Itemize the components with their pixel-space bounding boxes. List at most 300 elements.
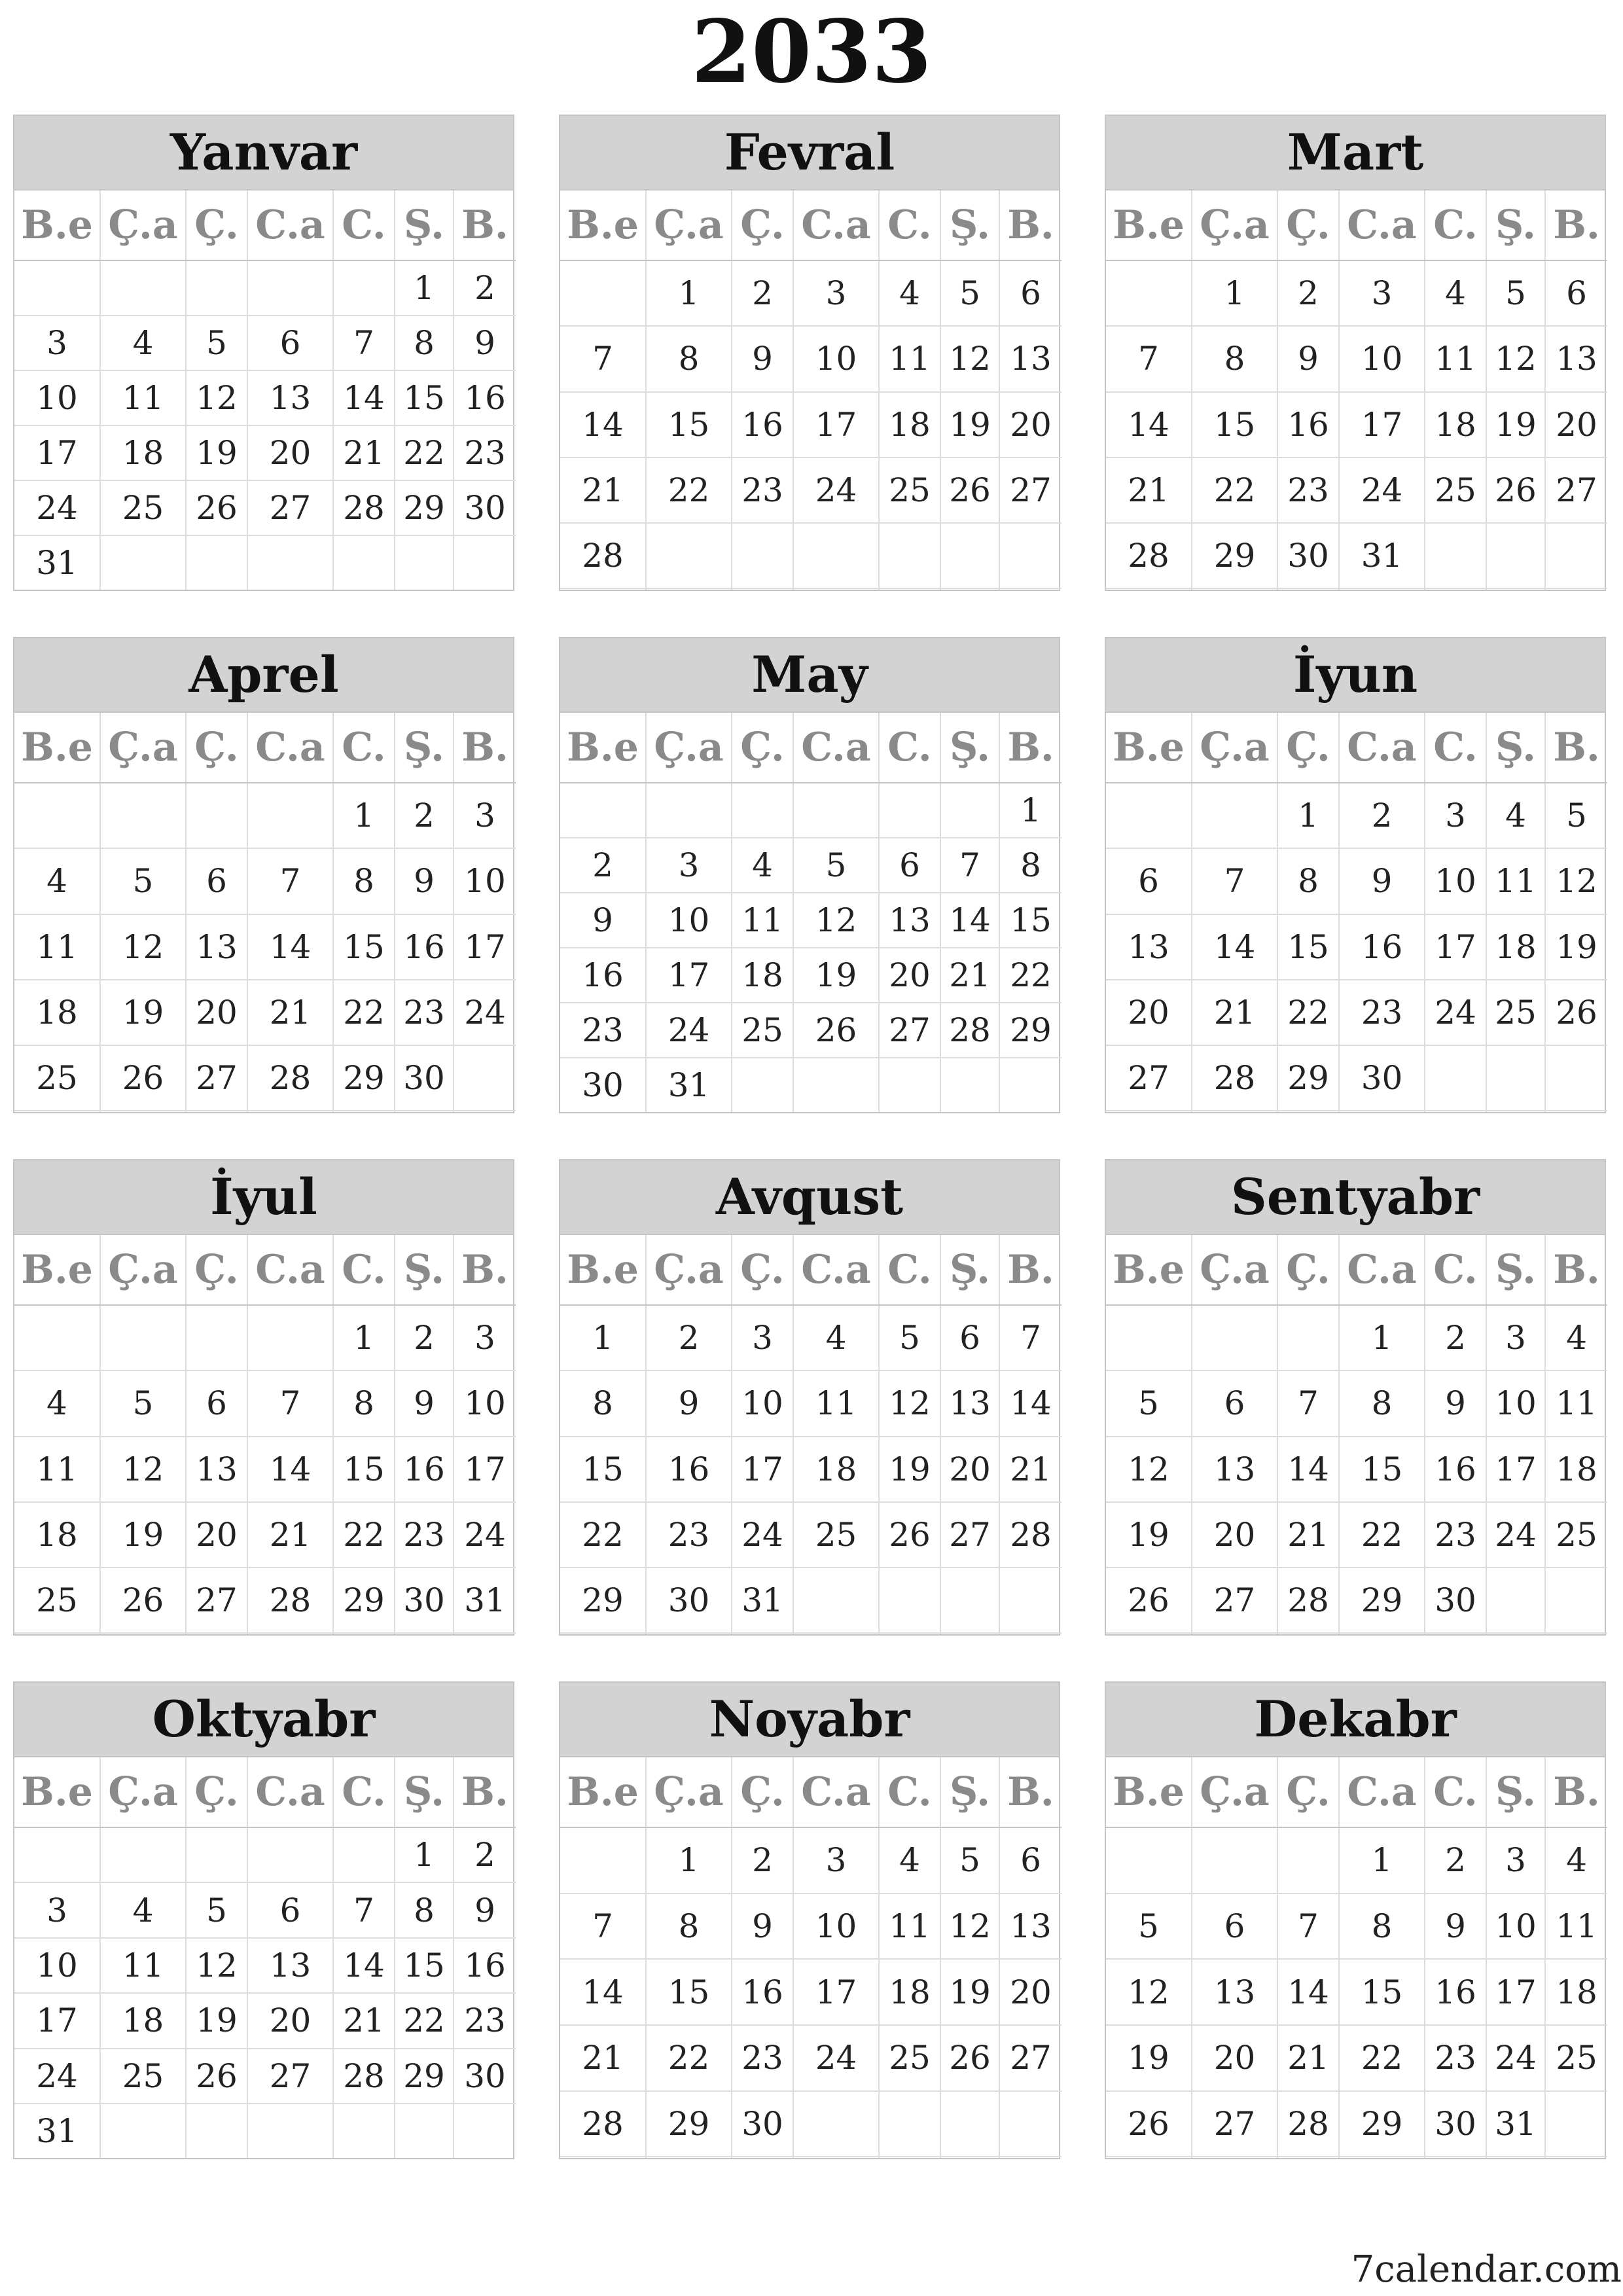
day-cell xyxy=(1339,2157,1425,2158)
day-cell xyxy=(793,1633,879,1634)
day-cell: 27 xyxy=(186,1045,247,1111)
week-row xyxy=(1106,457,1607,523)
day-cell xyxy=(1277,2157,1339,2158)
day-cell: 17 xyxy=(454,914,516,980)
day-cell: 22 xyxy=(395,425,454,480)
day-cell: 25 xyxy=(100,480,186,535)
day-cell: 19 xyxy=(879,1437,940,1502)
week-row xyxy=(560,838,1061,893)
day-cell: 11 xyxy=(793,1371,879,1436)
day-cell xyxy=(879,1058,940,1112)
day-cell: 8 xyxy=(1192,326,1277,391)
week-row xyxy=(14,1437,516,1502)
day-cell: 8 xyxy=(333,848,395,914)
day-cell: 26 xyxy=(940,2025,999,2091)
day-cell: 30 xyxy=(732,2091,793,2157)
day-cell xyxy=(999,1058,1061,1112)
day-cell: 28 xyxy=(333,480,395,535)
day-cell: 27 xyxy=(1192,2091,1277,2157)
day-cell: 3 xyxy=(14,315,100,370)
day-cell: 28 xyxy=(247,1045,333,1111)
weekday-label: Ş. xyxy=(395,1235,454,1305)
day-cell xyxy=(1106,1827,1192,1893)
day-cell: 4 xyxy=(100,1882,186,1937)
day-cell xyxy=(1106,588,1192,590)
day-cell: 15 xyxy=(1277,914,1339,980)
weekday-label: C.a xyxy=(793,713,879,783)
week-row xyxy=(14,1371,516,1436)
weekday-label: Ş. xyxy=(940,1757,999,1827)
day-cell xyxy=(454,1633,516,1634)
day-cell: 27 xyxy=(247,480,333,535)
day-cell: 4 xyxy=(879,260,940,326)
month-block xyxy=(1105,1681,1606,2159)
day-cell xyxy=(1486,2157,1545,2158)
week-row xyxy=(1106,326,1607,391)
day-cell: 22 xyxy=(1339,1502,1425,1568)
day-cell xyxy=(186,2104,247,2158)
day-cell: 6 xyxy=(186,848,247,914)
weekday-label: B.e xyxy=(560,1235,646,1305)
weekday-label: Ç. xyxy=(186,1757,247,1827)
day-cell: 25 xyxy=(100,2049,186,2104)
day-cell xyxy=(395,535,454,590)
day-cell: 10 xyxy=(14,370,100,425)
month-name: Noyabr xyxy=(560,1683,1059,1757)
day-cell xyxy=(732,783,793,838)
day-cell: 26 xyxy=(793,1003,879,1058)
day-cell: 10 xyxy=(793,1893,879,1960)
day-cell xyxy=(940,1568,999,1633)
day-cell xyxy=(560,2157,646,2158)
day-cell: 14 xyxy=(333,370,395,425)
weekday-label: Ç.a xyxy=(646,713,732,783)
day-cell: 25 xyxy=(732,1003,793,1058)
day-cell: 11 xyxy=(732,893,793,948)
day-cell: 28 xyxy=(1277,1568,1339,1633)
day-cell: 5 xyxy=(186,1882,247,1937)
week-row xyxy=(14,1633,516,1634)
week-row xyxy=(560,783,1061,838)
day-cell xyxy=(333,1633,395,1634)
day-cell xyxy=(940,2157,999,2158)
week-row xyxy=(14,914,516,980)
weekday-label: Ş. xyxy=(1486,190,1545,260)
day-cell: 3 xyxy=(454,1305,516,1371)
week-row xyxy=(1106,1111,1607,1112)
day-cell xyxy=(879,2091,940,2157)
day-cell: 27 xyxy=(879,1003,940,1058)
day-cell xyxy=(333,1111,395,1112)
day-cell: 30 xyxy=(1339,1045,1425,1111)
day-cell: 2 xyxy=(646,1305,732,1371)
day-cell: 27 xyxy=(186,1568,247,1633)
day-cell: 24 xyxy=(793,457,879,523)
day-cell: 26 xyxy=(1106,1568,1192,1633)
weekday-label: B.e xyxy=(14,713,100,783)
day-cell: 17 xyxy=(732,1437,793,1502)
month-table xyxy=(14,1757,516,2158)
day-cell xyxy=(1425,588,1486,590)
day-cell: 13 xyxy=(1545,326,1607,391)
day-cell xyxy=(186,1827,247,1882)
day-cell xyxy=(793,2157,879,2158)
day-cell: 22 xyxy=(333,980,395,1045)
day-cell: 18 xyxy=(100,1993,186,2048)
day-cell xyxy=(454,2104,516,2158)
weekday-label: Ç. xyxy=(1277,713,1339,783)
day-cell: 16 xyxy=(395,914,454,980)
day-cell: 15 xyxy=(1339,1959,1425,2025)
weekday-label: Ç.a xyxy=(646,190,732,260)
day-cell xyxy=(1106,1305,1192,1371)
day-cell xyxy=(1192,1305,1277,1371)
day-cell xyxy=(100,2104,186,2158)
day-cell: 26 xyxy=(1486,457,1545,523)
day-cell: 11 xyxy=(1425,326,1486,391)
day-cell xyxy=(186,783,247,848)
day-cell xyxy=(560,1827,646,1893)
day-cell: 21 xyxy=(247,980,333,1045)
month-name: Oktyabr xyxy=(14,1683,513,1757)
weekday-label: Ş. xyxy=(940,713,999,783)
day-cell: 12 xyxy=(100,914,186,980)
day-cell: 6 xyxy=(999,1827,1061,1893)
weekday-label: C. xyxy=(1425,1235,1486,1305)
weekday-header-row xyxy=(1106,190,1607,260)
day-cell xyxy=(247,1305,333,1371)
day-cell: 14 xyxy=(333,1938,395,1993)
day-cell: 20 xyxy=(999,392,1061,457)
day-cell xyxy=(879,588,940,590)
day-cell: 15 xyxy=(395,370,454,425)
day-cell: 14 xyxy=(247,914,333,980)
weekday-header-row xyxy=(1106,713,1607,783)
day-cell: 31 xyxy=(1339,523,1425,588)
day-cell xyxy=(100,783,186,848)
day-cell: 8 xyxy=(333,1371,395,1436)
week-row xyxy=(560,1003,1061,1058)
day-cell: 9 xyxy=(1339,848,1425,914)
day-cell: 30 xyxy=(395,1045,454,1111)
day-cell xyxy=(999,588,1061,590)
day-cell: 25 xyxy=(1486,980,1545,1045)
day-cell: 8 xyxy=(1339,1371,1425,1436)
day-cell xyxy=(1277,1827,1339,1893)
day-cell: 14 xyxy=(999,1371,1061,1436)
day-cell xyxy=(186,1111,247,1112)
day-cell: 21 xyxy=(1106,457,1192,523)
day-cell xyxy=(1425,523,1486,588)
day-cell: 10 xyxy=(646,893,732,948)
day-cell: 5 xyxy=(793,838,879,893)
day-cell: 13 xyxy=(186,914,247,980)
day-cell: 3 xyxy=(646,838,732,893)
day-cell: 24 xyxy=(646,1003,732,1058)
day-cell: 13 xyxy=(247,1938,333,1993)
day-cell: 17 xyxy=(454,1437,516,1502)
week-row xyxy=(1106,1959,1607,2025)
month-name: Yanvar xyxy=(14,116,513,190)
day-cell: 9 xyxy=(1277,326,1339,391)
weekday-label: C. xyxy=(1425,1757,1486,1827)
month-name: Aprel xyxy=(14,638,513,713)
day-cell xyxy=(732,523,793,588)
day-cell: 25 xyxy=(879,457,940,523)
week-row xyxy=(14,535,516,590)
day-cell xyxy=(646,523,732,588)
weekday-label: Ç.a xyxy=(1192,1757,1277,1827)
week-row xyxy=(14,1993,516,2048)
day-cell: 6 xyxy=(247,315,333,370)
day-cell xyxy=(879,1568,940,1633)
day-cell: 4 xyxy=(100,315,186,370)
day-cell: 14 xyxy=(1106,392,1192,457)
day-cell xyxy=(732,2157,793,2158)
day-cell xyxy=(1339,1111,1425,1112)
day-cell xyxy=(1545,2091,1607,2157)
day-cell: 26 xyxy=(100,1568,186,1633)
day-cell: 8 xyxy=(646,326,732,391)
weekday-label: Ç. xyxy=(732,713,793,783)
day-cell xyxy=(879,2157,940,2158)
day-cell: 28 xyxy=(1106,523,1192,588)
day-cell: 24 xyxy=(454,980,516,1045)
week-row xyxy=(14,1502,516,1568)
weekday-label: Ç.a xyxy=(100,1235,186,1305)
week-row xyxy=(14,260,516,315)
day-cell xyxy=(940,783,999,838)
day-cell: 6 xyxy=(879,838,940,893)
day-cell: 5 xyxy=(1545,783,1607,848)
weekday-label: Ç. xyxy=(1277,1757,1339,1827)
month-table xyxy=(1106,1235,1607,1634)
week-row xyxy=(560,588,1061,590)
day-cell: 18 xyxy=(879,1959,940,2025)
day-cell: 18 xyxy=(14,1502,100,1568)
day-cell xyxy=(14,260,100,315)
month-block xyxy=(559,1681,1060,2159)
day-cell: 31 xyxy=(646,1058,732,1112)
day-cell xyxy=(14,783,100,848)
day-cell: 20 xyxy=(247,425,333,480)
day-cell: 26 xyxy=(186,2049,247,2104)
day-cell xyxy=(1545,2157,1607,2158)
day-cell: 19 xyxy=(793,948,879,1003)
day-cell xyxy=(1545,523,1607,588)
week-row xyxy=(560,1633,1061,1634)
site-credit: 7calendar.com xyxy=(1351,2248,1622,2291)
day-cell: 2 xyxy=(732,260,793,326)
weekday-label: Ç. xyxy=(732,1235,793,1305)
day-cell xyxy=(14,1827,100,1882)
week-row xyxy=(1106,1502,1607,1568)
day-cell: 17 xyxy=(1486,1437,1545,1502)
month-table xyxy=(1106,1757,1607,2158)
day-cell: 14 xyxy=(560,1959,646,2025)
day-cell: 19 xyxy=(186,1993,247,2048)
weekday-label: Ç.a xyxy=(1192,713,1277,783)
day-cell: 7 xyxy=(333,1882,395,1937)
day-cell: 3 xyxy=(793,1827,879,1893)
day-cell: 16 xyxy=(395,1437,454,1502)
day-cell: 16 xyxy=(1339,914,1425,980)
weekday-label: Ş. xyxy=(395,1757,454,1827)
day-cell xyxy=(732,1633,793,1634)
day-cell: 19 xyxy=(940,1959,999,2025)
week-row xyxy=(14,2049,516,2104)
week-row xyxy=(560,392,1061,457)
day-cell: 10 xyxy=(454,848,516,914)
day-cell: 4 xyxy=(1545,1827,1607,1893)
month-block xyxy=(1105,637,1606,1113)
week-row xyxy=(560,1305,1061,1371)
day-cell: 12 xyxy=(1106,1437,1192,1502)
day-cell: 22 xyxy=(646,457,732,523)
day-cell xyxy=(999,1568,1061,1633)
day-cell: 8 xyxy=(395,1882,454,1937)
day-cell: 25 xyxy=(1545,2025,1607,2091)
week-row xyxy=(14,2104,516,2158)
week-row xyxy=(1106,1437,1607,1502)
day-cell: 19 xyxy=(940,392,999,457)
day-cell: 8 xyxy=(646,1893,732,1960)
day-cell: 15 xyxy=(1192,392,1277,457)
weekday-label: Ş. xyxy=(395,190,454,260)
week-row xyxy=(1106,914,1607,980)
month-table xyxy=(14,1235,516,1634)
weekday-label: Ç.a xyxy=(646,1235,732,1305)
day-cell xyxy=(793,2091,879,2157)
day-cell: 16 xyxy=(560,948,646,1003)
day-cell: 12 xyxy=(940,1893,999,1960)
day-cell: 13 xyxy=(186,1437,247,1502)
weekday-label: B.e xyxy=(14,190,100,260)
day-cell xyxy=(454,535,516,590)
month-block xyxy=(13,1681,514,2159)
weekday-label: C.a xyxy=(793,190,879,260)
day-cell: 18 xyxy=(879,392,940,457)
day-cell: 23 xyxy=(1277,457,1339,523)
day-cell: 13 xyxy=(999,1893,1061,1960)
day-cell: 28 xyxy=(1192,1045,1277,1111)
week-row xyxy=(1106,2157,1607,2158)
day-cell: 28 xyxy=(1277,2091,1339,2157)
day-cell: 23 xyxy=(560,1003,646,1058)
day-cell: 27 xyxy=(1106,1045,1192,1111)
day-cell: 14 xyxy=(1192,914,1277,980)
day-cell: 13 xyxy=(247,370,333,425)
weekday-label: Ç.a xyxy=(1192,190,1277,260)
day-cell xyxy=(1192,588,1277,590)
month-table xyxy=(14,190,516,590)
day-cell xyxy=(1425,1111,1486,1112)
day-cell xyxy=(999,1633,1061,1634)
weekday-label: Ş. xyxy=(1486,713,1545,783)
day-cell: 6 xyxy=(1545,260,1607,326)
day-cell: 25 xyxy=(793,1502,879,1568)
day-cell: 18 xyxy=(14,980,100,1045)
day-cell: 6 xyxy=(940,1305,999,1371)
day-cell: 7 xyxy=(560,1893,646,1960)
week-row xyxy=(1106,1371,1607,1436)
weekday-header-row xyxy=(560,190,1061,260)
day-cell xyxy=(395,1633,454,1634)
day-cell: 25 xyxy=(1545,1502,1607,1568)
weekday-label: B.e xyxy=(14,1235,100,1305)
day-cell: 21 xyxy=(1277,1502,1339,1568)
weekday-label: C.a xyxy=(1339,190,1425,260)
weekday-label: C. xyxy=(879,1757,940,1827)
day-cell: 12 xyxy=(879,1371,940,1436)
day-cell xyxy=(732,588,793,590)
day-cell xyxy=(1277,588,1339,590)
day-cell: 28 xyxy=(999,1502,1061,1568)
week-row xyxy=(14,480,516,535)
day-cell: 8 xyxy=(1339,1893,1425,1960)
day-cell xyxy=(1192,1111,1277,1112)
weekday-label: C. xyxy=(1425,713,1486,783)
day-cell: 1 xyxy=(395,1827,454,1882)
day-cell: 13 xyxy=(1106,914,1192,980)
month-table xyxy=(560,1235,1061,1634)
day-cell xyxy=(560,783,646,838)
day-cell: 8 xyxy=(395,315,454,370)
day-cell: 4 xyxy=(1486,783,1545,848)
week-row xyxy=(1106,783,1607,848)
week-row xyxy=(560,1437,1061,1502)
day-cell xyxy=(1339,1633,1425,1634)
day-cell: 3 xyxy=(1486,1827,1545,1893)
weekday-label: Ç.a xyxy=(1192,1235,1277,1305)
day-cell: 15 xyxy=(333,914,395,980)
day-cell xyxy=(940,523,999,588)
day-cell: 9 xyxy=(454,1882,516,1937)
day-cell: 5 xyxy=(1106,1893,1192,1960)
weekday-label: C. xyxy=(333,1757,395,1827)
day-cell: 4 xyxy=(14,1371,100,1436)
day-cell: 30 xyxy=(454,480,516,535)
weekday-label: C. xyxy=(1425,190,1486,260)
day-cell xyxy=(395,1111,454,1112)
day-cell: 25 xyxy=(1425,457,1486,523)
weekday-label: B. xyxy=(1545,1757,1607,1827)
week-row xyxy=(1106,980,1607,1045)
day-cell xyxy=(1192,1633,1277,1634)
week-row xyxy=(14,1827,516,1882)
weekday-label: Ç. xyxy=(1277,1235,1339,1305)
weekday-label: B.e xyxy=(1106,190,1192,260)
day-cell: 27 xyxy=(940,1502,999,1568)
month-name: Dekabr xyxy=(1106,1683,1605,1757)
day-cell: 11 xyxy=(1486,848,1545,914)
day-cell: 7 xyxy=(1277,1893,1339,1960)
day-cell: 1 xyxy=(560,1305,646,1371)
day-cell: 18 xyxy=(1486,914,1545,980)
day-cell xyxy=(793,783,879,838)
week-row xyxy=(560,1502,1061,1568)
day-cell: 30 xyxy=(646,1568,732,1633)
day-cell xyxy=(1425,1045,1486,1111)
week-row xyxy=(1106,523,1607,588)
day-cell: 30 xyxy=(1425,2091,1486,2157)
day-cell: 16 xyxy=(454,1938,516,1993)
day-cell: 5 xyxy=(940,260,999,326)
week-row xyxy=(560,2025,1061,2091)
weekday-label: C.a xyxy=(247,1235,333,1305)
day-cell: 17 xyxy=(14,1993,100,2048)
weekday-label: B. xyxy=(454,1235,516,1305)
